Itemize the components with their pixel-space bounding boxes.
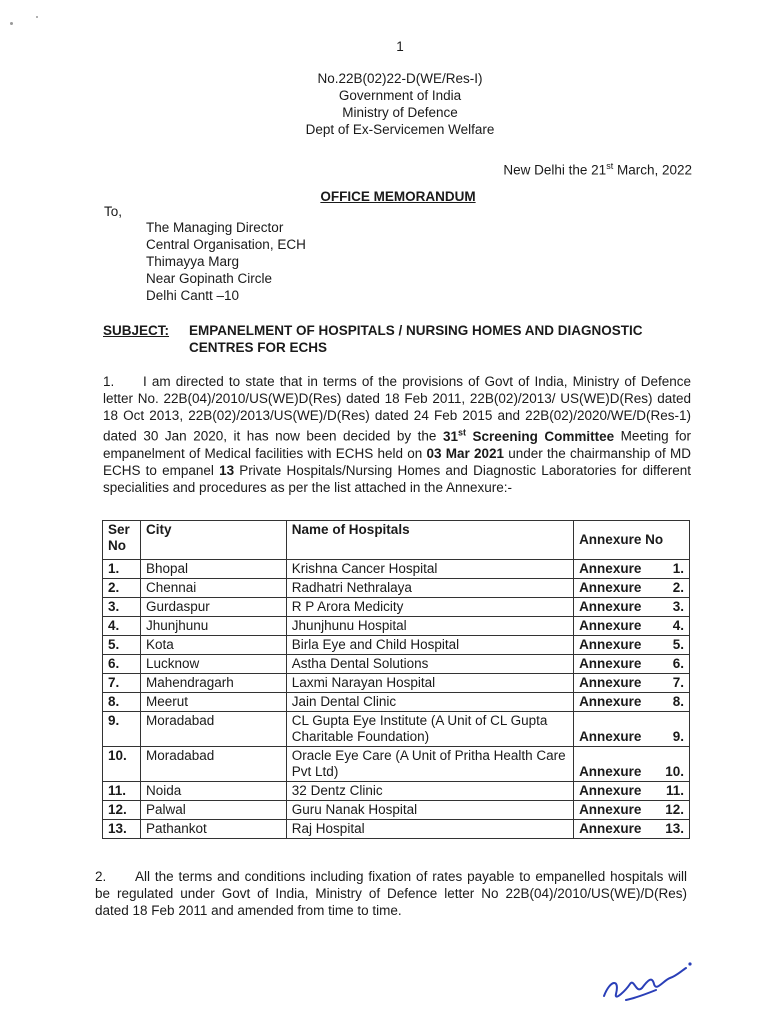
- cell-ser-no: 3.: [103, 598, 141, 617]
- annexure-number: 3.: [672, 599, 684, 614]
- cell-ser-no: 5.: [103, 636, 141, 655]
- cell-annexure-no: [574, 560, 690, 579]
- cell-city: Moradabad: [140, 747, 286, 782]
- cell-hospital-name: 32 Dentz Clinic: [286, 782, 573, 801]
- table-row: [103, 782, 690, 801]
- cell-annexure-no: [574, 579, 690, 598]
- to-label: To,: [104, 204, 123, 219]
- header-line: Government of India: [338, 88, 462, 103]
- cell-ser-no: 1.: [103, 560, 141, 579]
- address-line: Thimayya Marg: [146, 254, 240, 269]
- header-annexure-no: Annexure No: [574, 521, 690, 560]
- cell-annexure-no: [574, 598, 690, 617]
- paragraph-2: 2. All the terms and conditions including fixation of rates payable to empanelled hospitals will be regulated under Govt of India, Ministry of Defence letter No 22B(04)/2010/US(WE)/D(Res) dated 18 Feb 2011 and amended from time to time.: [95, 869, 687, 918]
- header-city: City: [140, 521, 286, 560]
- header-line: Dept of Ex-Servicemen Welfare: [305, 122, 495, 137]
- scan-speck: [10, 22, 13, 25]
- table-row: [103, 636, 690, 655]
- memo-title: OFFICE MEMORANDUM: [320, 189, 476, 204]
- header-hospital-name: Name of Hospitals: [286, 521, 573, 560]
- cell-ser-no: 13.: [103, 820, 141, 839]
- reference-number: No.22B(02)22-D(WE/Res-I): [317, 71, 483, 86]
- date-line: New Delhi the 21st March, 2022: [503, 161, 692, 178]
- annexure-label: Annexure: [579, 764, 642, 779]
- table-row: [103, 747, 690, 782]
- paragraph-number: 1.: [103, 374, 115, 389]
- annexure-number: 9.: [672, 729, 684, 744]
- cell-annexure-no: [574, 674, 690, 693]
- cell-ser-no: 7.: [103, 674, 141, 693]
- annexure-number: 2.: [672, 580, 684, 595]
- cell-city: Mahendragarh: [140, 674, 286, 693]
- cell-annexure-no: [574, 747, 690, 782]
- cell-hospital-name: Oracle Eye Care (A Unit of Pritha Health Care Pvt Ltd): [286, 747, 573, 782]
- cell-city: Gurdaspur: [140, 598, 286, 617]
- annexure-number: 12.: [665, 802, 684, 817]
- address-line: Central Organisation, ECH: [146, 237, 306, 252]
- table-row: [103, 712, 690, 747]
- address-line: The Managing Director: [146, 220, 284, 235]
- annexure-label: Annexure: [579, 580, 642, 595]
- cell-annexure-no: [574, 712, 690, 747]
- annexure-label: Annexure: [579, 694, 642, 709]
- table-row: [103, 617, 690, 636]
- cell-ser-no: 9.: [103, 712, 141, 747]
- annexure-label: Annexure: [579, 618, 642, 633]
- table-row: [103, 801, 690, 820]
- table-row: [103, 579, 690, 598]
- cell-hospital-name: Radhatri Nethralaya: [286, 579, 573, 598]
- cell-city: Jhunjhunu: [140, 617, 286, 636]
- cell-city: Lucknow: [140, 655, 286, 674]
- table-row: [103, 655, 690, 674]
- cell-annexure-no: [574, 617, 690, 636]
- annexure-label: Annexure: [579, 783, 642, 798]
- annexure-number: 10.: [665, 764, 684, 779]
- annexure-label: Annexure: [579, 675, 642, 690]
- table-row: [103, 820, 690, 839]
- cell-city: Palwal: [140, 801, 286, 820]
- cell-city: Bhopal: [140, 560, 286, 579]
- cell-annexure-no: [574, 801, 690, 820]
- cell-ser-no: 11.: [103, 782, 141, 801]
- table-row: [103, 693, 690, 712]
- annexure-label: Annexure: [579, 599, 642, 614]
- annexure-number: 11.: [665, 783, 684, 798]
- cell-annexure-no: [574, 820, 690, 839]
- cell-city: Meerut: [140, 693, 286, 712]
- annexure-number: 8.: [672, 694, 684, 709]
- annexure-label: Annexure: [579, 802, 642, 817]
- cell-ser-no: 10.: [103, 747, 141, 782]
- cell-hospital-name: Birla Eye and Child Hospital: [286, 636, 573, 655]
- subject-label: SUBJECT:: [103, 323, 170, 338]
- header-ser-no: Ser No: [103, 521, 141, 560]
- table-row: [103, 560, 690, 579]
- cell-annexure-no: [574, 636, 690, 655]
- scan-speck: [36, 16, 38, 18]
- cell-hospital-name: CL Gupta Eye Institute (A Unit of CL Gupta Charitable Foundation): [286, 712, 573, 747]
- cell-city: Kota: [140, 636, 286, 655]
- cell-annexure-no: [574, 655, 690, 674]
- address-block: [146, 219, 306, 304]
- cell-ser-no: 12.: [103, 801, 141, 820]
- annexure-number: 13.: [665, 821, 684, 836]
- cell-hospital-name: R P Arora Medicity: [286, 598, 573, 617]
- table-row: [103, 674, 690, 693]
- annexure-number: 4.: [672, 618, 684, 633]
- cell-ser-no: 4.: [103, 617, 141, 636]
- letter-header: [0, 70, 768, 138]
- cell-hospital-name: Laxmi Narayan Hospital: [286, 674, 573, 693]
- cell-hospital-name: Astha Dental Solutions: [286, 655, 573, 674]
- hospitals-table: [102, 520, 690, 839]
- address-line: Delhi Cantt –10: [146, 288, 240, 303]
- annexure-label: Annexure: [579, 637, 642, 652]
- cell-annexure-no: [574, 782, 690, 801]
- cell-hospital-name: Guru Nanak Hospital: [286, 801, 573, 820]
- annexure-number: 1.: [672, 561, 684, 576]
- annexure-number: 5.: [672, 637, 684, 652]
- cell-hospital-name: Jain Dental Clinic: [286, 693, 573, 712]
- signature: [596, 950, 696, 1010]
- cell-ser-no: 2.: [103, 579, 141, 598]
- cell-city: Chennai: [140, 579, 286, 598]
- cell-hospital-name: Raj Hospital: [286, 820, 573, 839]
- cell-city: Moradabad: [140, 712, 286, 747]
- cell-hospital-name: Jhunjhunu Hospital: [286, 617, 573, 636]
- annexure-label: Annexure: [579, 656, 642, 671]
- annexure-number: 6.: [672, 656, 684, 671]
- paragraph-1: 1. I am directed to state that in terms of the provisions of Govt of India, Ministry of Defence letter No. 22B(04)/2010/US(WE)D(Res) dated 18 Feb 2011, 22B(02)/2013/ US(WE)D(Res) dated 18 Oct 2013, 22B(02)/2013/US(WE)/D(Res) dated 24 Feb 2015 and 22B(02)/2020/WE/D(Res-1) dated 30 Jan 2020, it has now been decided by the 31st Screening Committee Meeting for empanelment of Medical facilities with ECHS held on 03 Mar 2021 under the chairmanship of MD ECHS to empanel 13 Private Hospitals/Nursing Homes and Diagnostic Laboratories for different specialities and procedures as per the list attached in the Annexure:-: [103, 374, 692, 495]
- annexure-label: Annexure: [579, 561, 642, 576]
- cell-ser-no: 6.: [103, 655, 141, 674]
- cell-city: Pathankot: [140, 820, 286, 839]
- cell-ser-no: 8.: [103, 693, 141, 712]
- subject-text: EMPANELMENT OF HOSPITALS / NURSING HOMES AND DIAGNOSTIC CENTRES FOR ECHS: [189, 323, 643, 355]
- annexure-label: Annexure: [579, 729, 642, 744]
- cell-city: Noida: [140, 782, 286, 801]
- cell-hospital-name: Krishna Cancer Hospital: [286, 560, 573, 579]
- table-row: [103, 598, 690, 617]
- page-number: 1: [396, 39, 404, 54]
- table-header-row: [103, 521, 690, 560]
- address-line: Near Gopinath Circle: [146, 271, 273, 286]
- paragraph-number: 2.: [95, 869, 107, 884]
- annexure-label: Annexure: [579, 821, 642, 836]
- annexure-number: 7.: [672, 675, 684, 690]
- header-line: Ministry of Defence: [342, 105, 458, 120]
- cell-annexure-no: [574, 693, 690, 712]
